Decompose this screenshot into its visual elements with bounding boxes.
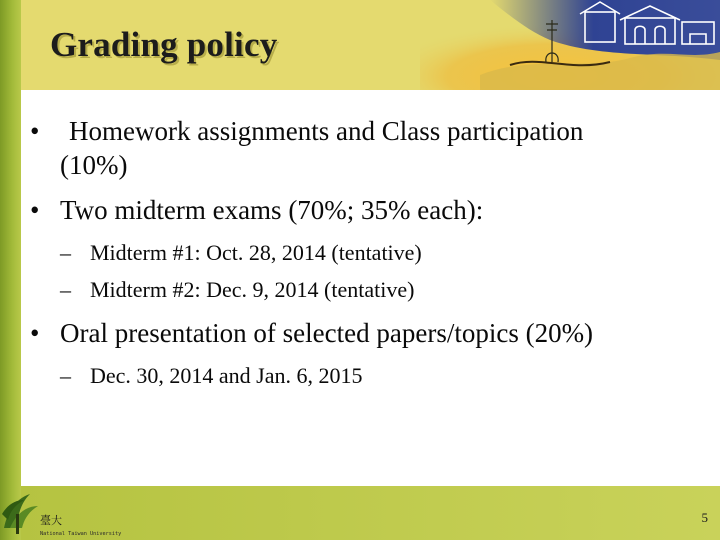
sub-bullets-oral xyxy=(30,357,700,394)
footer-logo-glyph: 臺大 xyxy=(40,514,62,527)
bullet-oral-presentation xyxy=(30,316,700,350)
sub-bullet-midterm-2 xyxy=(30,271,700,308)
bullet-midterms xyxy=(30,193,700,227)
bullet-text-line: Homework assignments and Class participation xyxy=(69,116,584,146)
campus-building-illustration-icon xyxy=(420,0,720,90)
sub-bullet-midterm-1 xyxy=(30,234,700,271)
bullet-marker: • xyxy=(30,116,40,146)
page-number: 5 xyxy=(701,510,708,525)
sub-bullet-text: Midterm #1: Oct. 28, 2014 (tentative) xyxy=(90,240,422,265)
slide-header xyxy=(21,0,720,90)
bullet-text-line: Oral presentation of selected papers/topics (20%) xyxy=(60,318,594,348)
ntu-palm-logo-icon xyxy=(0,484,130,540)
sub-bullet-text: Dec. 30, 2014 and Jan. 6, 2015 xyxy=(90,363,363,388)
sub-bullet-marker: – xyxy=(60,277,71,302)
sub-bullet-text: Midterm #2: Dec. 9, 2014 (tentative) xyxy=(90,277,415,302)
slide-content xyxy=(30,114,700,402)
sub-bullet-marker: – xyxy=(60,363,71,388)
sub-bullet-oral-dates xyxy=(30,357,700,394)
footer-logo-text: National Taiwan University xyxy=(40,531,122,537)
bullet-marker: • xyxy=(30,318,40,348)
bullet-marker: • xyxy=(30,195,40,225)
bullet-homework xyxy=(30,114,700,182)
left-accent-bar xyxy=(0,0,21,540)
bullet-text-line: Two midterm exams (70%; 35% each): xyxy=(60,195,484,225)
sub-bullet-marker: – xyxy=(60,240,71,265)
bullet-text-line: (10%) xyxy=(60,150,128,180)
sub-bullets-midterm xyxy=(30,234,700,308)
slide-title: Grading policy xyxy=(50,25,278,64)
